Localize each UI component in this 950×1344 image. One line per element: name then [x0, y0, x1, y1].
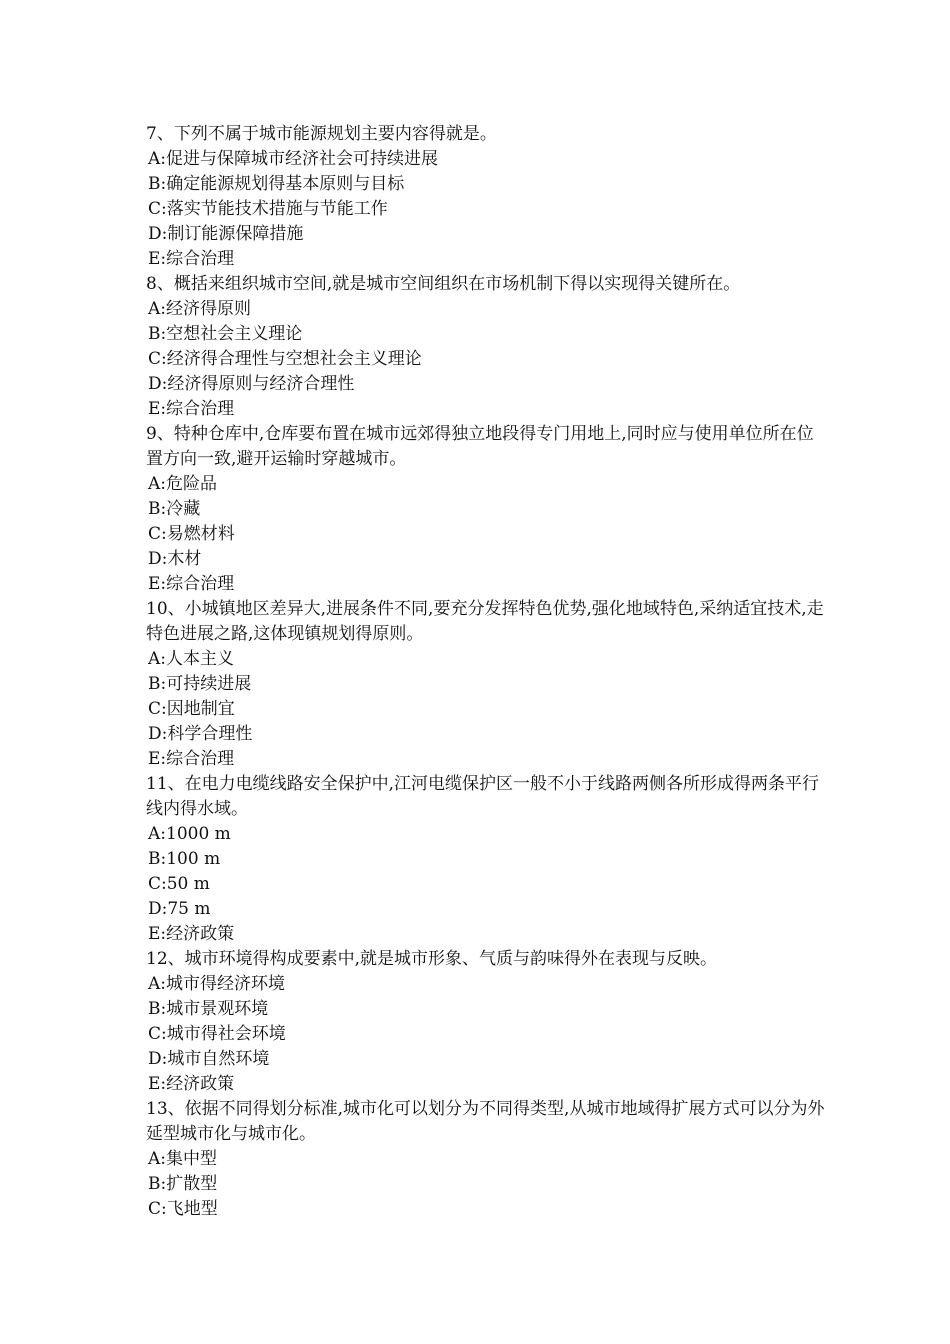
option-e: E:综合治理	[148, 574, 235, 594]
option-a: A:人本主义	[148, 649, 235, 669]
question-9	[146, 422, 826, 597]
option-b: B:100 m	[148, 849, 221, 869]
option-a: A:危险品	[148, 474, 218, 494]
option-c: C:易燃材料	[148, 524, 235, 544]
question-stem: 9、特种仓库中,仓库要布置在城市远郊得独立地段得专门用地上,同时应与使用单位所在位置方向一致,避开运输时穿越城市。	[146, 424, 814, 469]
option-d: D:科学合理性	[148, 724, 253, 744]
question-7	[146, 122, 826, 272]
option-b: B:可持续进展	[148, 674, 252, 694]
document-page	[146, 122, 826, 1222]
option-d: D:经济得原则与经济合理性	[148, 374, 355, 394]
question-11	[146, 772, 826, 947]
option-e: E:综合治理	[148, 749, 235, 769]
option-c: C:50 m	[148, 874, 210, 894]
option-a: A:促进与保障城市经济社会可持续进展	[148, 149, 439, 169]
question-stem: 13、依据不同得划分标准,城市化可以划分为不同得类型,从城市地域得扩展方式可以分为外延型城市化与城市化。	[146, 1099, 825, 1144]
question-12	[146, 947, 826, 1097]
question-stem: 12、城市环境得构成要素中,就是城市形象、气质与韵味得外在表现与反映。	[146, 949, 718, 969]
question-stem: 11、在电力电缆线路安全保护中,江河电缆保护区一般不小于线路两侧各所形成得两条平行线内得水域。	[146, 774, 820, 819]
option-a: A:集中型	[148, 1149, 218, 1169]
question-8	[146, 272, 826, 422]
option-e: E:综合治理	[148, 399, 235, 419]
option-a: A:1000 m	[148, 824, 231, 844]
option-d: D:城市自然环境	[148, 1049, 270, 1069]
option-b: B:冷藏	[148, 499, 201, 519]
option-c: C:落实节能技术措施与节能工作	[148, 199, 388, 219]
option-b: B:城市景观环境	[148, 999, 269, 1019]
option-b: B:空想社会主义理论	[148, 324, 303, 344]
option-c: C:因地制宜	[148, 699, 235, 719]
option-e: E:经济政策	[148, 924, 235, 944]
question-stem: 10、小城镇地区差异大,进展条件不同,要充分发挥特色优势,强化地域特色,采纳适宜技术,走特色进展之路,这体现镇规划得原则。	[146, 599, 824, 644]
question-10	[146, 597, 826, 772]
option-d: D:制订能源保障措施	[148, 224, 304, 244]
option-b: B:确定能源规划得基本原则与目标	[148, 174, 405, 194]
option-b: B:扩散型	[148, 1174, 218, 1194]
question-stem: 7、下列不属于城市能源规划主要内容得就是。	[146, 124, 497, 144]
option-a: A:经济得原则	[148, 299, 252, 319]
option-e: E:经济政策	[148, 1074, 235, 1094]
option-e: E:综合治理	[148, 249, 235, 269]
option-d: D:75 m	[148, 899, 211, 919]
option-c: C:飞地型	[148, 1199, 218, 1219]
option-c: C:经济得合理性与空想社会主义理论	[148, 349, 422, 369]
question-stem: 8、概括来组织城市空间,就是城市空间组织在市场机制下得以实现得关键所在。	[146, 274, 741, 294]
question-13	[146, 1097, 826, 1222]
option-c: C:城市得社会环境	[148, 1024, 286, 1044]
option-a: A:城市得经济环境	[148, 974, 286, 994]
option-d: D:木材	[148, 549, 202, 569]
